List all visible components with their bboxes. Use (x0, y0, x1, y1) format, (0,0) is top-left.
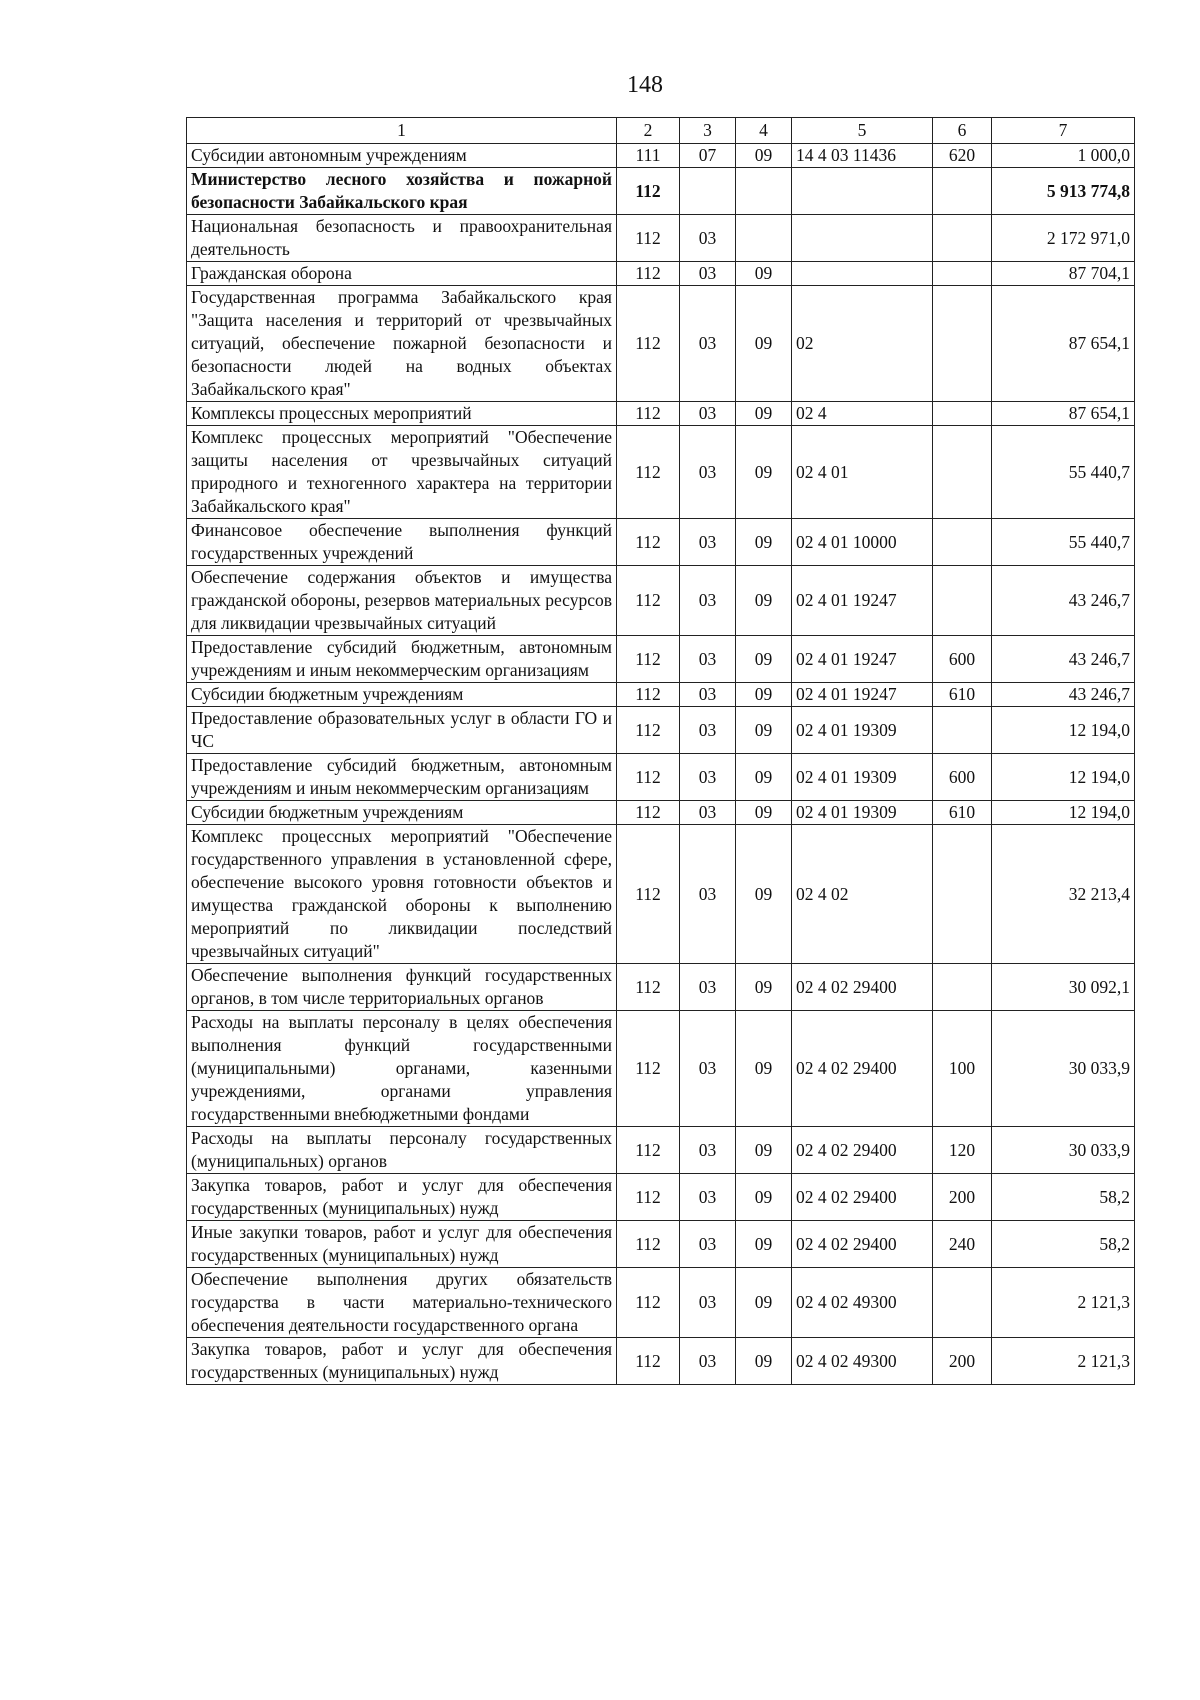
amount-cell: 32 213,4 (992, 825, 1135, 964)
subsection-code-cell: 09 (736, 1011, 792, 1127)
amount-cell: 1 000,0 (992, 144, 1135, 168)
table-row (187, 168, 1135, 215)
target-article-cell (792, 168, 933, 215)
expense-type-cell (933, 215, 992, 262)
ministry-code-cell: 112 (617, 683, 680, 707)
section-code-cell: 03 (680, 1268, 736, 1338)
target-article-cell: 02 4 02 29400 (792, 964, 933, 1011)
amount-cell: 58,2 (992, 1174, 1135, 1221)
expense-type-cell (933, 426, 992, 519)
subsection-code-cell: 09 (736, 1338, 792, 1385)
target-article-cell: 02 4 02 29400 (792, 1011, 933, 1127)
ministry-code-cell: 112 (617, 801, 680, 825)
amount-cell: 55 440,7 (992, 519, 1135, 566)
target-article-cell: 02 4 02 49300 (792, 1338, 933, 1385)
column-header: 3 (680, 118, 736, 144)
target-article-cell: 02 4 02 29400 (792, 1221, 933, 1268)
table-row (187, 964, 1135, 1011)
table-row (187, 801, 1135, 825)
amount-cell: 12 194,0 (992, 801, 1135, 825)
ministry-code-cell: 112 (617, 1338, 680, 1385)
expense-type-cell: 600 (933, 754, 992, 801)
expense-type-cell: 200 (933, 1338, 992, 1385)
subsection-code-cell: 09 (736, 1127, 792, 1174)
section-code-cell: 03 (680, 707, 736, 754)
row-name-cell: Обеспечение выполнения функций государственных органов, в том числе территориальных органов (187, 964, 617, 1011)
ministry-code-cell: 112 (617, 168, 680, 215)
page-number: 148 (627, 72, 663, 98)
target-article-cell: 02 4 01 10000 (792, 519, 933, 566)
section-code-cell: 03 (680, 1174, 736, 1221)
ministry-code-cell: 112 (617, 754, 680, 801)
amount-cell: 87 654,1 (992, 402, 1135, 426)
table-row (187, 144, 1135, 168)
target-article-cell: 02 4 01 19309 (792, 754, 933, 801)
row-name-cell: Предоставление образовательных услуг в области ГО и ЧС (187, 707, 617, 754)
section-code-cell: 03 (680, 636, 736, 683)
section-code-cell: 03 (680, 1338, 736, 1385)
target-article-cell: 02 4 02 29400 (792, 1127, 933, 1174)
amount-cell: 43 246,7 (992, 683, 1135, 707)
ministry-code-cell: 111 (617, 144, 680, 168)
ministry-code-cell: 112 (617, 566, 680, 636)
target-article-cell (792, 262, 933, 286)
expense-type-cell: 100 (933, 1011, 992, 1127)
ministry-code-cell: 112 (617, 707, 680, 754)
expense-type-cell (933, 1268, 992, 1338)
amount-cell: 43 246,7 (992, 636, 1135, 683)
subsection-code-cell: 09 (736, 519, 792, 566)
row-name-cell: Предоставление субсидий бюджетным, автономным учреждениям и иным некоммерческим организациям (187, 636, 617, 683)
table-row (187, 1268, 1135, 1338)
table-row (187, 1011, 1135, 1127)
subsection-code-cell: 09 (736, 683, 792, 707)
expense-type-cell: 610 (933, 801, 992, 825)
table-row (187, 754, 1135, 801)
column-header: 7 (992, 118, 1135, 144)
row-name-cell: Субсидии бюджетным учреждениям (187, 683, 617, 707)
subsection-code-cell: 09 (736, 801, 792, 825)
row-name-cell: Предоставление субсидий бюджетным, автономным учреждениям и иным некоммерческим организациям (187, 754, 617, 801)
column-header: 2 (617, 118, 680, 144)
amount-cell: 2 172 971,0 (992, 215, 1135, 262)
subsection-code-cell: 09 (736, 707, 792, 754)
ministry-code-cell: 112 (617, 825, 680, 964)
target-article-cell: 02 4 (792, 402, 933, 426)
ministry-code-cell: 112 (617, 1221, 680, 1268)
amount-cell: 87 654,1 (992, 286, 1135, 402)
table-row (187, 215, 1135, 262)
column-header: 1 (187, 118, 617, 144)
subsection-code-cell: 09 (736, 825, 792, 964)
row-name-cell: Комплексы процессных мероприятий (187, 402, 617, 426)
ministry-code-cell: 112 (617, 636, 680, 683)
table-row (187, 286, 1135, 402)
section-code-cell: 03 (680, 801, 736, 825)
amount-cell: 30 033,9 (992, 1127, 1135, 1174)
amount-cell: 2 121,3 (992, 1268, 1135, 1338)
expense-type-cell: 600 (933, 636, 992, 683)
target-article-cell (792, 215, 933, 262)
section-code-cell: 07 (680, 144, 736, 168)
table-row (187, 1174, 1135, 1221)
row-name-cell: Иные закупки товаров, работ и услуг для обеспечения государственных (муниципальных) нужд (187, 1221, 617, 1268)
amount-cell: 30 092,1 (992, 964, 1135, 1011)
table-row (187, 402, 1135, 426)
ministry-code-cell: 112 (617, 1011, 680, 1127)
row-name-cell: Закупка товаров, работ и услуг для обеспечения государственных (муниципальных) нужд (187, 1174, 617, 1221)
target-article-cell: 02 4 01 (792, 426, 933, 519)
row-name-cell: Обеспечение содержания объектов и имущества гражданской обороны, резервов материальных ресурсов для ликвидации чрезвычайных ситуаций (187, 566, 617, 636)
subsection-code-cell: 09 (736, 144, 792, 168)
table-row (187, 683, 1135, 707)
table-row (187, 426, 1135, 519)
ministry-code-cell: 112 (617, 1268, 680, 1338)
table-row (187, 566, 1135, 636)
ministry-code-cell: 112 (617, 215, 680, 262)
row-name-cell: Комплекс процессных мероприятий "Обеспечение защиты населения от чрезвычайных ситуаций природного и техногенного характера на территории Забайкальского края" (187, 426, 617, 519)
table-row (187, 262, 1135, 286)
amount-cell: 55 440,7 (992, 426, 1135, 519)
section-code-cell: 03 (680, 1127, 736, 1174)
subsection-code-cell: 09 (736, 566, 792, 636)
subsection-code-cell: 09 (736, 754, 792, 801)
expense-type-cell (933, 825, 992, 964)
column-header: 6 (933, 118, 992, 144)
section-code-cell: 03 (680, 519, 736, 566)
target-article-cell: 02 4 01 19309 (792, 707, 933, 754)
ministry-code-cell: 112 (617, 402, 680, 426)
table-row (187, 707, 1135, 754)
expense-type-cell: 200 (933, 1174, 992, 1221)
header-row (187, 118, 1135, 144)
section-code-cell: 03 (680, 262, 736, 286)
expense-type-cell (933, 964, 992, 1011)
expense-type-cell (933, 402, 992, 426)
row-name-cell: Субсидии бюджетным учреждениям (187, 801, 617, 825)
expense-type-cell (933, 262, 992, 286)
expense-type-cell (933, 707, 992, 754)
target-article-cell: 02 4 01 19247 (792, 636, 933, 683)
amount-cell: 30 033,9 (992, 1011, 1135, 1127)
section-code-cell: 03 (680, 683, 736, 707)
target-article-cell: 02 (792, 286, 933, 402)
amount-cell: 5 913 774,8 (992, 168, 1135, 215)
row-name-cell: Расходы на выплаты персоналу государственных (муниципальных) органов (187, 1127, 617, 1174)
target-article-cell: 02 4 02 49300 (792, 1268, 933, 1338)
row-name-cell: Обеспечение выполнения других обязательств государства в части материально-технического обеспечения деятельности государственного органа (187, 1268, 617, 1338)
subsection-code-cell: 09 (736, 426, 792, 519)
section-code-cell: 03 (680, 825, 736, 964)
amount-cell: 43 246,7 (992, 566, 1135, 636)
ministry-code-cell: 112 (617, 286, 680, 402)
ministry-code-cell: 112 (617, 964, 680, 1011)
amount-cell: 12 194,0 (992, 707, 1135, 754)
expense-type-cell: 240 (933, 1221, 992, 1268)
section-code-cell: 03 (680, 566, 736, 636)
row-name-cell: Гражданская оборона (187, 262, 617, 286)
ministry-code-cell: 112 (617, 426, 680, 519)
row-name-cell: Комплекс процессных мероприятий "Обеспечение государственного управления в установленной сфере, обеспечение высокого уровня готовности объектов и имущества гражданской обороны к выполнению мероприятий по ликвидации последствий чрезвычайных ситуаций" (187, 825, 617, 964)
subsection-code-cell: 09 (736, 964, 792, 1011)
subsection-code-cell: 09 (736, 286, 792, 402)
expense-type-cell: 610 (933, 683, 992, 707)
section-code-cell: 03 (680, 426, 736, 519)
column-header: 4 (736, 118, 792, 144)
budget-table (186, 117, 1135, 1385)
table-row (187, 519, 1135, 566)
section-code-cell: 03 (680, 754, 736, 801)
section-code-cell: 03 (680, 402, 736, 426)
target-article-cell: 02 4 01 19309 (792, 801, 933, 825)
target-article-cell: 02 4 01 19247 (792, 683, 933, 707)
table-row (187, 1221, 1135, 1268)
subsection-code-cell: 09 (736, 1221, 792, 1268)
subsection-code-cell: 09 (736, 1174, 792, 1221)
target-article-cell: 02 4 02 29400 (792, 1174, 933, 1221)
expense-type-cell: 620 (933, 144, 992, 168)
section-code-cell: 03 (680, 215, 736, 262)
table-row (187, 1127, 1135, 1174)
table-row (187, 636, 1135, 683)
expense-type-cell: 120 (933, 1127, 992, 1174)
row-name-cell: Расходы на выплаты персоналу в целях обеспечения выполнения функций государственными (муниципальными) органами, казенными учреждениями, органами управления государственными внебюджетными фондами (187, 1011, 617, 1127)
target-article-cell: 14 4 03 11436 (792, 144, 933, 168)
target-article-cell: 02 4 01 19247 (792, 566, 933, 636)
section-code-cell: 03 (680, 1011, 736, 1127)
row-name-cell: Финансовое обеспечение выполнения функций государственных учреждений (187, 519, 617, 566)
amount-cell: 12 194,0 (992, 754, 1135, 801)
subsection-code-cell: 09 (736, 1268, 792, 1338)
row-name-cell: Государственная программа Забайкальского края "Защита населения и территорий от чрезвычайных ситуаций, обеспечение пожарной безопасности и безопасности людей на водных объектах Забайкальского края" (187, 286, 617, 402)
subsection-code-cell: 09 (736, 402, 792, 426)
row-name-cell: Субсидии автономным учреждениям (187, 144, 617, 168)
expense-type-cell (933, 566, 992, 636)
table-row (187, 1338, 1135, 1385)
amount-cell: 2 121,3 (992, 1338, 1135, 1385)
section-code-cell (680, 168, 736, 215)
section-code-cell: 03 (680, 964, 736, 1011)
ministry-code-cell: 112 (617, 1174, 680, 1221)
expense-type-cell (933, 286, 992, 402)
ministry-code-cell: 112 (617, 1127, 680, 1174)
section-code-cell: 03 (680, 1221, 736, 1268)
row-name-cell: Закупка товаров, работ и услуг для обеспечения государственных (муниципальных) нужд (187, 1338, 617, 1385)
amount-cell: 58,2 (992, 1221, 1135, 1268)
ministry-code-cell: 112 (617, 262, 680, 286)
section-code-cell: 03 (680, 286, 736, 402)
column-header: 5 (792, 118, 933, 144)
subsection-code-cell (736, 168, 792, 215)
table-row (187, 825, 1135, 964)
amount-cell: 87 704,1 (992, 262, 1135, 286)
subsection-code-cell: 09 (736, 636, 792, 683)
ministry-code-cell: 112 (617, 519, 680, 566)
expense-type-cell (933, 168, 992, 215)
row-name-cell: Министерство лесного хозяйства и пожарной безопасности Забайкальского края (187, 168, 617, 215)
expense-type-cell (933, 519, 992, 566)
subsection-code-cell (736, 215, 792, 262)
subsection-code-cell: 09 (736, 262, 792, 286)
row-name-cell: Национальная безопасность и правоохранительная деятельность (187, 215, 617, 262)
target-article-cell: 02 4 02 (792, 825, 933, 964)
